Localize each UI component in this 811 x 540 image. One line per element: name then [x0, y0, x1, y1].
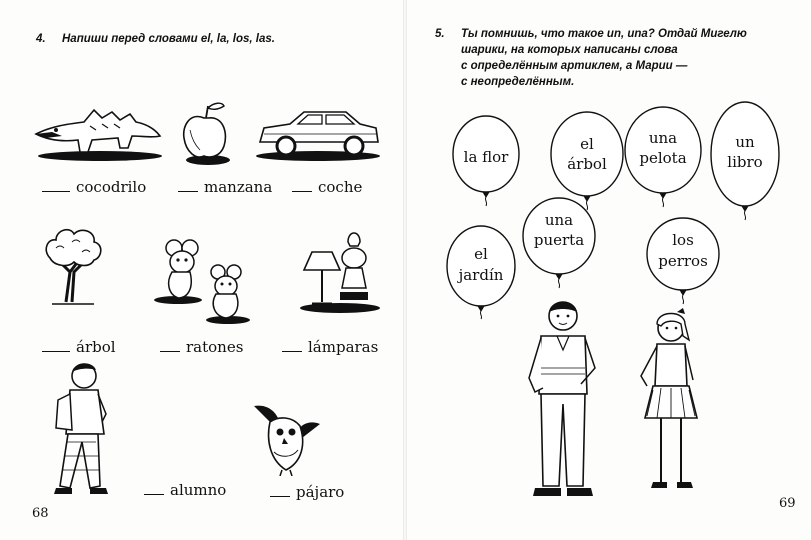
page-number: 68	[32, 506, 49, 521]
word-row-1-item	[178, 178, 272, 196]
bird-icon	[252, 400, 322, 476]
right-page	[405, 0, 811, 540]
boy-icon	[521, 298, 605, 500]
task-line: с неопределённым.	[461, 76, 575, 88]
left-page	[0, 0, 405, 540]
balloon-label-bottom: libro	[727, 153, 763, 171]
word-row-2-item	[160, 338, 243, 356]
word-label: alumno	[170, 481, 227, 499]
word-row-1-item	[42, 178, 146, 196]
balloon[interactable]	[645, 216, 721, 306]
word-label: pájaro	[296, 483, 345, 501]
word-label: manzana	[204, 178, 273, 196]
balloon[interactable]	[521, 196, 597, 292]
balloon[interactable]	[451, 114, 521, 208]
balloon-label-bottom: perros	[658, 252, 708, 270]
balloon-label-bottom: árbol	[567, 155, 607, 173]
balloon-label-top: una	[648, 129, 678, 147]
answer-blank[interactable]	[292, 191, 312, 192]
lamps-icon	[298, 226, 382, 314]
mice-icon	[152, 236, 252, 324]
task-line: шарики, на которых написаны слова	[461, 44, 678, 56]
apple-icon	[178, 100, 234, 166]
balloon-label-top: los	[672, 231, 694, 249]
task-number: 4.	[36, 33, 46, 45]
balloon[interactable]	[445, 224, 517, 320]
word-label: cocodrilo	[76, 178, 147, 196]
schoolboy-icon	[50, 360, 132, 500]
balloon-label-top: el	[580, 135, 594, 153]
word-row-2-item	[42, 338, 116, 356]
task-line: с определённым артиклем, а Марии —	[461, 60, 688, 72]
balloon-label-top: el	[474, 245, 488, 263]
balloon-label-top: una	[544, 211, 574, 229]
answer-blank[interactable]	[144, 494, 164, 495]
answer-blank[interactable]	[42, 191, 70, 192]
task-text: Напиши перед словами el, la, los, las.	[62, 33, 275, 45]
balloon-label-bottom: puerta	[533, 231, 585, 249]
balloon-label-bottom: pelota	[639, 149, 687, 167]
word-row-3-item	[144, 481, 226, 499]
balloon-label-top: un	[735, 133, 755, 151]
word-label: coche	[318, 178, 363, 196]
crocodile-icon	[32, 100, 164, 164]
word-row-2-item	[282, 338, 378, 356]
word-label: árbol	[76, 338, 116, 356]
word-row-3-item	[270, 483, 344, 501]
word-label: ratones	[186, 338, 244, 356]
answer-blank[interactable]	[178, 191, 198, 192]
task-line: Ты помнишь, что такое un, una? Отдай Мигелю	[461, 28, 747, 40]
answer-blank[interactable]	[160, 351, 180, 352]
balloon-label: la flor	[463, 148, 509, 166]
girl-icon	[631, 306, 707, 496]
balloon[interactable]	[709, 100, 781, 222]
answer-blank[interactable]	[282, 351, 302, 352]
answer-blank[interactable]	[270, 496, 290, 497]
tree-icon	[42, 224, 104, 306]
balloon-label-bottom: jardín	[458, 266, 504, 284]
page-number: 69	[779, 496, 796, 511]
balloon[interactable]	[623, 104, 703, 208]
word-label: lámparas	[308, 338, 379, 356]
car-icon	[254, 106, 384, 162]
task-number: 5.	[435, 28, 445, 40]
word-row-1-item	[292, 178, 362, 196]
answer-blank[interactable]	[42, 351, 70, 352]
